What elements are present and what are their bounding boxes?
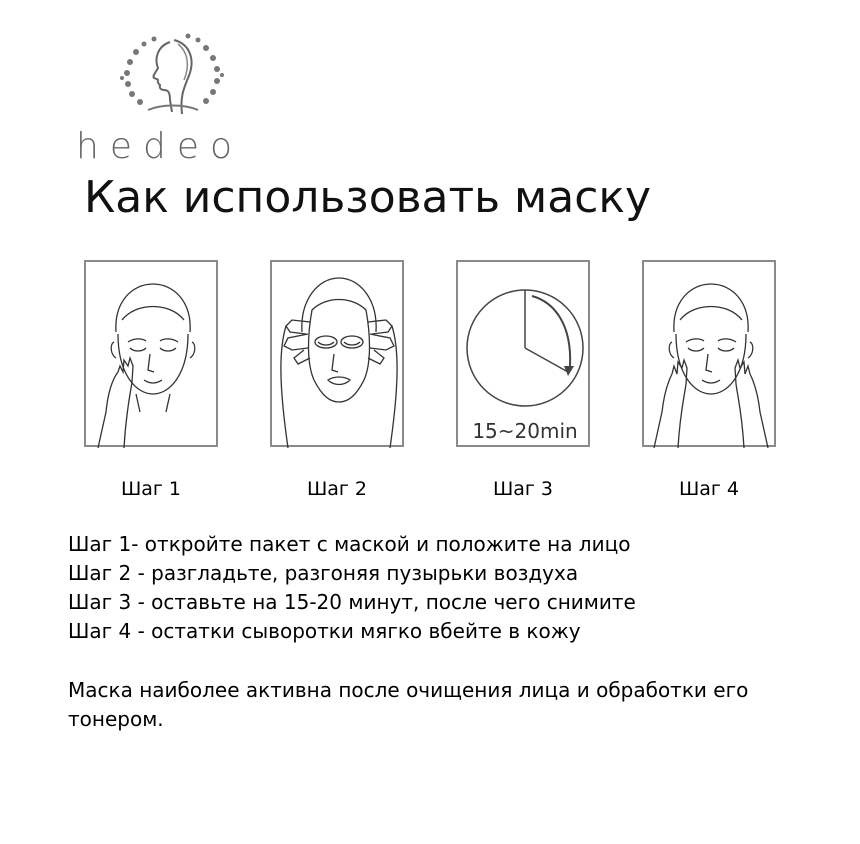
timer-clock-icon bbox=[458, 262, 592, 449]
instructions-list bbox=[68, 530, 636, 646]
step-3-illustration bbox=[456, 260, 590, 447]
instruction-line: Шаг 1- откройте пакет с маской и положите на лицо bbox=[68, 532, 631, 556]
step-4-label: Шаг 4 bbox=[678, 478, 740, 500]
instruction-line: Шаг 4 - остатки сыворотки мягко вбейте в кожу bbox=[68, 619, 581, 643]
step-2-label: Шаг 2 bbox=[306, 478, 368, 500]
instruction-line: Шаг 3 - оставьте на 15-20 минут, после чего снимите bbox=[68, 590, 636, 614]
face-profile-logo-icon bbox=[118, 30, 228, 120]
usage-note: Маска наиболее активна после очищения лица и обработки его тонером. bbox=[68, 678, 749, 731]
step-4-illustration bbox=[642, 260, 776, 447]
step-3-label: Шаг 3 bbox=[492, 478, 554, 500]
face-hands-pat-icon bbox=[644, 262, 778, 449]
step-1-illustration bbox=[84, 260, 218, 447]
step-1-label: Шаг 1 bbox=[120, 478, 182, 500]
timer-text: 15~20min bbox=[472, 419, 578, 443]
brand-name: hedeo bbox=[76, 126, 243, 167]
step-2-illustration bbox=[270, 260, 404, 447]
face-sheet-mask-icon bbox=[272, 262, 406, 449]
instruction-line: Шаг 2 - разгладьте, разгоняя пузырьки воздуха bbox=[68, 561, 579, 585]
brand-logo bbox=[76, 30, 266, 165]
page-title: Как использовать маску bbox=[84, 172, 652, 223]
face-hands-cheeks-icon bbox=[86, 262, 220, 449]
